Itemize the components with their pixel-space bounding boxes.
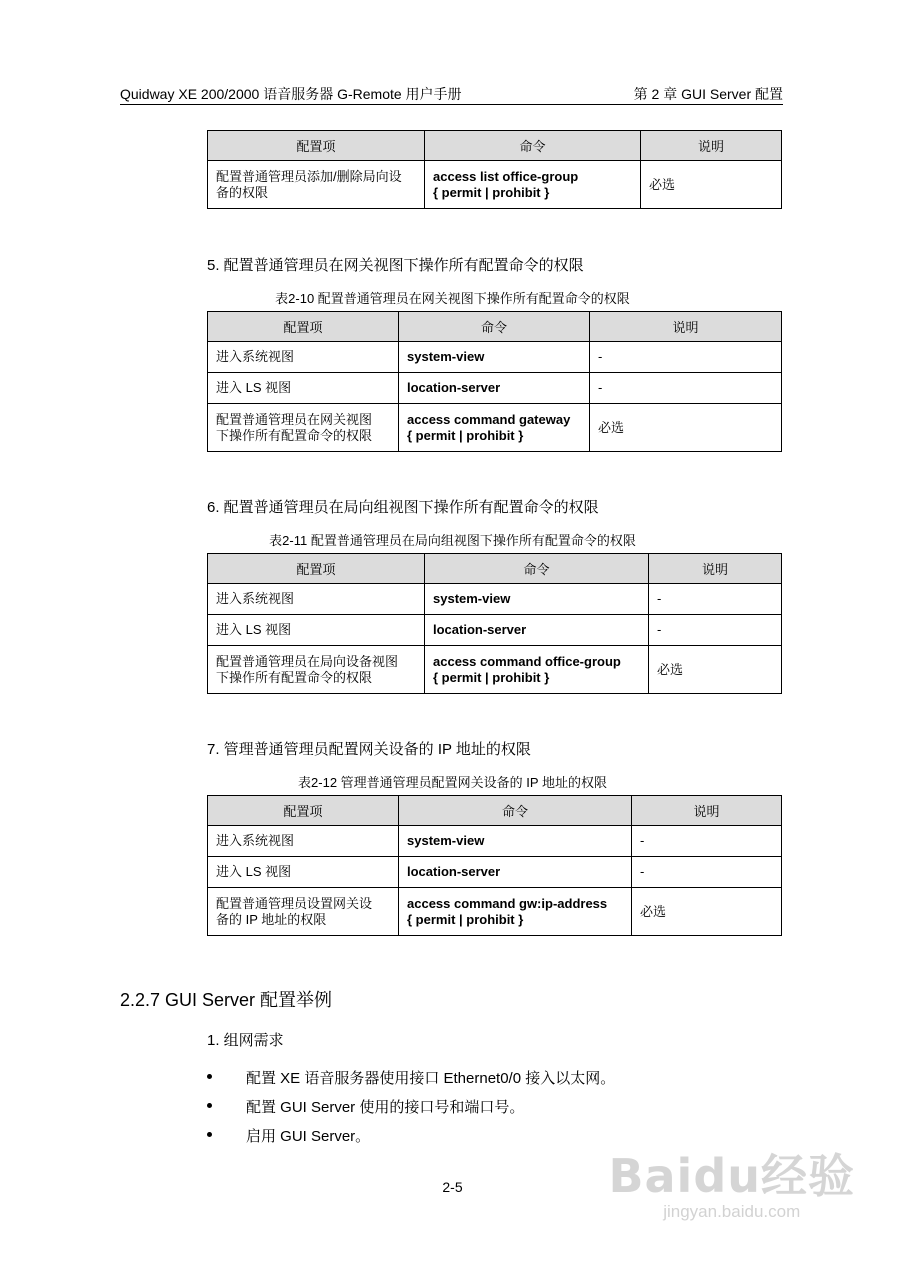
bullet-item: 启用 GUI Server。 — [246, 1125, 370, 1146]
note-cell: 必选 — [632, 888, 782, 936]
watermark-url: jingyan.baidu.com — [663, 1202, 801, 1221]
item-cell: 进入系统视图 — [208, 342, 399, 373]
item-cell: 进入系统视图 — [208, 826, 399, 857]
column-header-item: 配置项 — [208, 554, 425, 584]
item-cell: 配置普通管理员添加/删除局向设 备的权限 — [208, 161, 425, 209]
subsection-networking-requirements: 1. 组网需求 — [207, 1032, 284, 1049]
header-divider — [120, 104, 783, 105]
table-row — [208, 888, 782, 936]
column-header-note: 说明 — [632, 796, 782, 826]
note-cell: 必选 — [590, 404, 782, 452]
bullet-dot-icon — [207, 1074, 212, 1079]
bullet-dot-icon — [207, 1103, 212, 1108]
note-cell: - — [632, 857, 782, 888]
item-cell: 进入 LS 视图 — [208, 373, 399, 404]
command-cell: access list office-group { permit | prohibit } — [425, 161, 641, 209]
table-row — [208, 404, 782, 452]
item-cell: 配置普通管理员在网关视图 下操作所有配置命令的权限 — [208, 404, 399, 452]
bullet-item: 配置 GUI Server 使用的接口号和端口号。 — [246, 1096, 524, 1117]
section-5-title: 5. 配置普通管理员在网关视图下操作所有配置命令的权限 — [207, 257, 584, 274]
item-cell: 进入系统视图 — [208, 584, 425, 615]
command-cell: access command office-group { permit | prohibit } — [425, 646, 649, 694]
column-header-note: 说明 — [649, 554, 782, 584]
command-cell: access command gw:ip-address { permit | prohibit } — [399, 888, 632, 936]
column-header-note: 说明 — [590, 312, 782, 342]
command-cell: location-server — [425, 615, 649, 646]
bullet-dot-icon — [207, 1132, 212, 1137]
table-row — [208, 161, 782, 209]
column-header-command: 命令 — [399, 796, 632, 826]
running-header-chapter: 第 2 章 GUI Server 配置 — [633, 86, 783, 102]
note-cell: - — [649, 615, 782, 646]
column-header-command: 命令 — [425, 131, 641, 161]
config-table-continued — [207, 130, 782, 209]
table-2-10 — [207, 311, 782, 452]
command-cell: system-view — [399, 342, 590, 373]
command-cell: location-server — [399, 857, 632, 888]
note-cell: - — [649, 584, 782, 615]
table-2-11-caption: 表2-11 配置普通管理员在局向组视图下操作所有配置命令的权限 — [269, 533, 636, 548]
column-header-item: 配置项 — [208, 796, 399, 826]
item-cell: 配置普通管理员设置网关设 备的 IP 地址的权限 — [208, 888, 399, 936]
note-cell: 必选 — [649, 646, 782, 694]
column-header-command: 命令 — [399, 312, 590, 342]
table-row — [208, 857, 782, 888]
table-row — [208, 615, 782, 646]
section-7-title: 7. 管理普通管理员配置网关设备的 IP 地址的权限 — [207, 741, 531, 758]
table-2-12-caption: 表2-12 管理普通管理员配置网关设备的 IP 地址的权限 — [298, 775, 607, 790]
table-row — [208, 826, 782, 857]
table-row — [208, 342, 782, 373]
command-cell: location-server — [399, 373, 590, 404]
note-cell: - — [590, 373, 782, 404]
page-number: 2-5 — [442, 1179, 463, 1195]
note-cell: - — [590, 342, 782, 373]
table-row — [208, 373, 782, 404]
column-header-item: 配置项 — [208, 131, 425, 161]
table-row — [208, 646, 782, 694]
column-header-command: 命令 — [425, 554, 649, 584]
column-header-note: 说明 — [641, 131, 782, 161]
command-cell: system-view — [399, 826, 632, 857]
table-2-11 — [207, 553, 782, 694]
note-cell: 必选 — [641, 161, 782, 209]
bullet-item: 配置 XE 语音服务器使用接口 Ethernet0/0 接入以太网。 — [246, 1067, 615, 1088]
section-2-2-7-heading: 2.2.7 GUI Server 配置举例 — [120, 990, 333, 1010]
item-cell: 进入 LS 视图 — [208, 615, 425, 646]
table-2-12 — [207, 795, 782, 936]
table-row — [208, 584, 782, 615]
running-header-title: Quidway XE 200/2000 语音服务器 G-Remote 用户手册 — [120, 86, 462, 102]
note-cell: - — [632, 826, 782, 857]
item-cell: 配置普通管理员在局向设备视图 下操作所有配置命令的权限 — [208, 646, 425, 694]
item-cell: 进入 LS 视图 — [208, 857, 399, 888]
section-6-title: 6. 配置普通管理员在局向组视图下操作所有配置命令的权限 — [207, 499, 599, 516]
baidu-jingyan-watermark — [608, 1140, 855, 1222]
watermark-logo: Baidu经验 — [608, 1149, 855, 1203]
command-cell: system-view — [425, 584, 649, 615]
table-2-10-caption: 表2-10 配置普通管理员在网关视图下操作所有配置命令的权限 — [275, 291, 630, 306]
column-header-item: 配置项 — [208, 312, 399, 342]
command-cell: access command gateway { permit | prohibit } — [399, 404, 590, 452]
